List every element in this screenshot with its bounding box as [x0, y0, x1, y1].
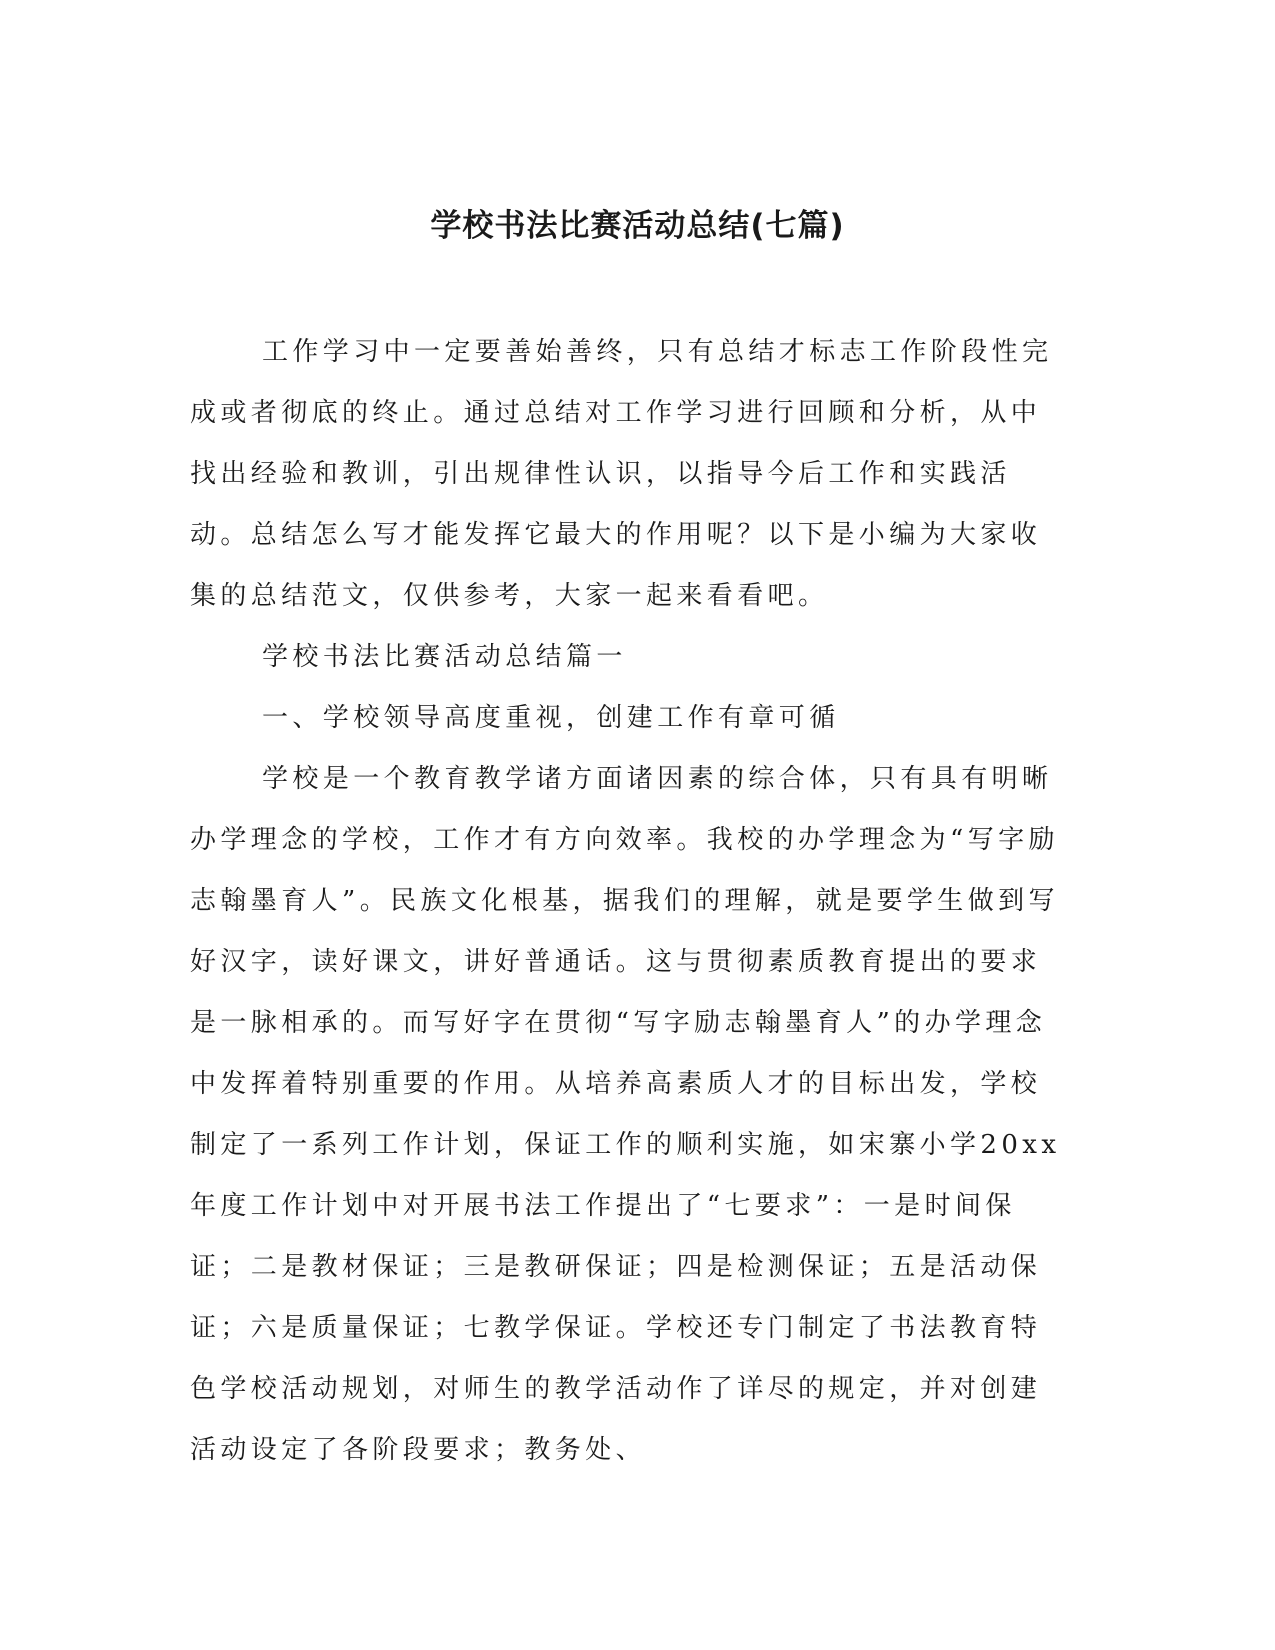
intro-paragraph: 工作学习中一定要善始善终，只有总结才标志工作阶段性完成或者彻底的终止。通过总结对工作学习进行回顾和分析，从中找出经验和教训，引出规律性认识，以指导今后工作和实践活动。总结怎么写才能发挥它最大的作用呢？以下是小编为大家收集的总结范文，仅供参考，大家一起来看看吧。	[190, 337, 1053, 611]
body-paragraph: 学校是一个教育教学诸方面诸因素的综合体，只有具有明晰办学理念的学校，工作才有方向效率。我校的办学理念为“写字励志翰墨育人”。民族文化根基，据我们的理解，就是要学生做到写好汉字，读好课文，讲好普通话。这与贯彻素质教育提出的要求是一脉相承的。而写好字在贯彻“写字励志翰墨育人”的办学理念中发挥着特别重要的作用。从培养高素质人才的目标出发，学校制定了一系列工作计划，保证工作的顺利实施，如宋寨小学20xx年度工作计划中对开展书法工作提出了“七要求”：一是时间保证；二是教材保证；三是教研保证；四是检测保证；五是活动保证；六是质量保证；七教学保证。学校还专门制定了书法教育特色学校活动规划，对师生的教学活动作了详尽的规定，并对创建活动设定了各阶段要求；教务处、	[190, 764, 1061, 1465]
subsection-heading: 一、学校领导高度重视，创建工作有章可循	[262, 703, 840, 733]
document-title: 学校书法比赛活动总结(七篇)	[430, 208, 845, 244]
section-heading: 学校书法比赛活动总结篇一	[262, 642, 627, 672]
document-body	[190, 322, 1070, 1481]
